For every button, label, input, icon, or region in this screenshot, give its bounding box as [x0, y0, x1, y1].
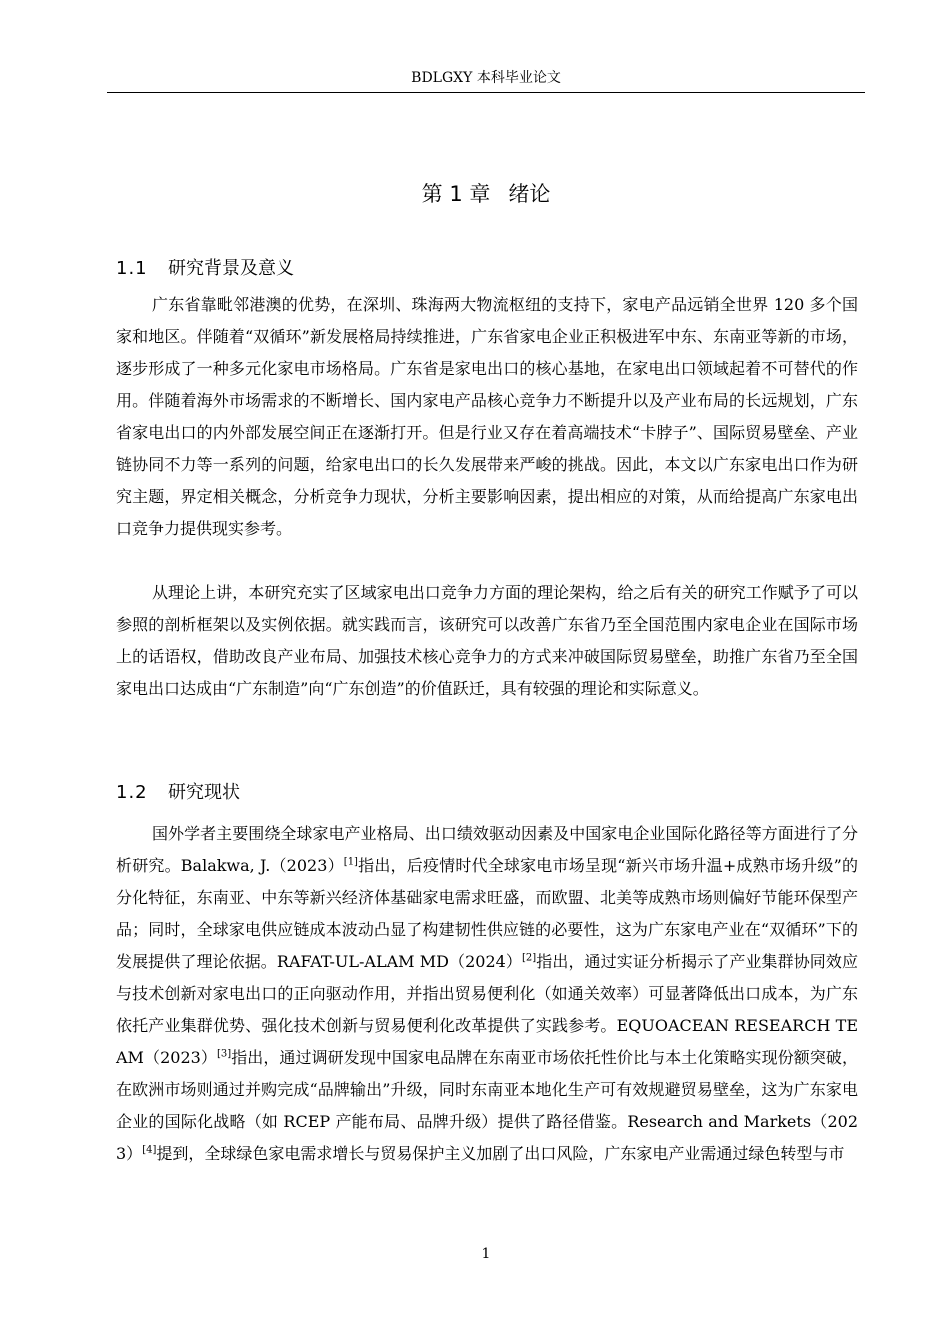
section-title: 研究背景及意义	[168, 258, 294, 279]
page-number-text: 1	[481, 1246, 491, 1262]
page-header	[107, 58, 865, 93]
citation-ref-3[interactable]: [3]	[216, 1048, 232, 1060]
chapter-title: 绪论	[508, 182, 551, 206]
paragraph-text: 指出，通过实证分析揭示了产业集群协同效应与技术创新对家电出口的正向驱动作用，并指出贸易便利化（如通关效率）可显著降低出口成本，为广东依托产业集群优势、强化技术创新与贸易便利化改革提供了实践参考。EQUOACEAN RESEARCH TEAM（2023）	[116, 952, 858, 1067]
citation-ref-4[interactable]: [4]	[142, 1144, 157, 1156]
paragraph-background	[116, 289, 858, 545]
citation-ref-2[interactable]: [2]	[522, 952, 537, 964]
section-number: 1.2	[116, 782, 148, 803]
paragraph-text: 从理论上讲，本研究充实了区域家电出口竞争力方面的理论架构，给之后有关的研究工作赋予了可以参照的剖析框架以及实例依据。就实践而言，该研究可以改善广东省乃至全国范围内家电企业在国际市场上的话语权，借助改良产业布局、加强技术核心竞争力的方式来冲破国际贸易壁垒，助推广东省乃至全国家电出口达成由“广东制造”向“广东创造”的价值跃迁，具有较强的理论和实际意义。	[116, 583, 858, 698]
header-title: BDLGXY 本科毕业论文	[411, 70, 561, 86]
paragraph-significance	[116, 577, 858, 705]
paragraph-text: 指出，后疫情时代全球家电市场呈现“新兴市场升温+成熟市场升级”的分化特征，东南亚、中东等新兴经济体基础家电需求旺盛，而欧盟、北美等成熟市场则偏好节能环保型产品；同时，全球家电供应链成本波动凸显了构建韧性供应链的必要性，这为广东家电产业在“双循环”下的发展提供了理论依据。RAFAT-UL-ALAM MD（2024）	[116, 856, 858, 971]
section-heading-1-1	[116, 254, 294, 280]
page-number	[107, 1246, 865, 1262]
paragraph-text: 提到，全球绿色家电需求增长与贸易保护主义加剧了出口风险，广东家电产业需通过绿色转型与市	[156, 1144, 845, 1163]
section-number: 1.1	[116, 258, 148, 279]
section-title: 研究现状	[168, 782, 240, 803]
chapter-number: 第 1 章	[421, 182, 491, 206]
section-heading-1-2	[116, 778, 240, 804]
paragraph-text: 指出，通过调研发现中国家电品牌在东南亚市场依托性价比与本土化策略实现份额突破，在欧洲市场则通过并购完成“品牌输出”升级，同时东南亚本地化生产可有效规避贸易壁垒，这为广东家电企业的国际化战略（如 RCEP 产能布局、品牌升级）提供了路径借鉴。Research and Markets（2023）	[116, 1048, 858, 1163]
paragraph-text: 广东省靠毗邻港澳的优势，在深圳、珠海两大物流枢纽的支持下，家电产品远销全世界 120 多个国家和地区。伴随着“双循环”新发展格局持续推进，广东省家电企业正积极进军中东、东南亚等新的市场，逐步形成了一种多元化家电市场格局。广东省是家电出口的核心基地，在家电出口领域起着不可替代的作用。伴随着海外市场需求的不断增长、国内家电产品核心竞争力不断提升以及产业布局的长远规划，广东省家电出口的内外部发展空间正在逐渐打开。但是行业又存在着高端技术“卡脖子”、国际贸易壁垒、产业链协同不力等一系列的问题，给家电出口的长久发展带来严峻的挑战。因此，本文以广东家电出口作为研究主题，界定相关概念，分析竞争力现状，分析主要影响因素，提出相应的对策，从而给提高广东家电出口竞争力提供现实参考。	[116, 295, 858, 538]
paragraph-text: 国外学者主要围绕全球家电产业格局、出口绩效驱动因素及中国家电企业国际化路径等方面进行了分析研究。Balakwa, J.（2023）	[116, 824, 858, 875]
paragraph-research-status	[116, 818, 858, 1170]
chapter-heading	[107, 178, 865, 208]
citation-ref-1[interactable]: [1]	[343, 856, 358, 868]
